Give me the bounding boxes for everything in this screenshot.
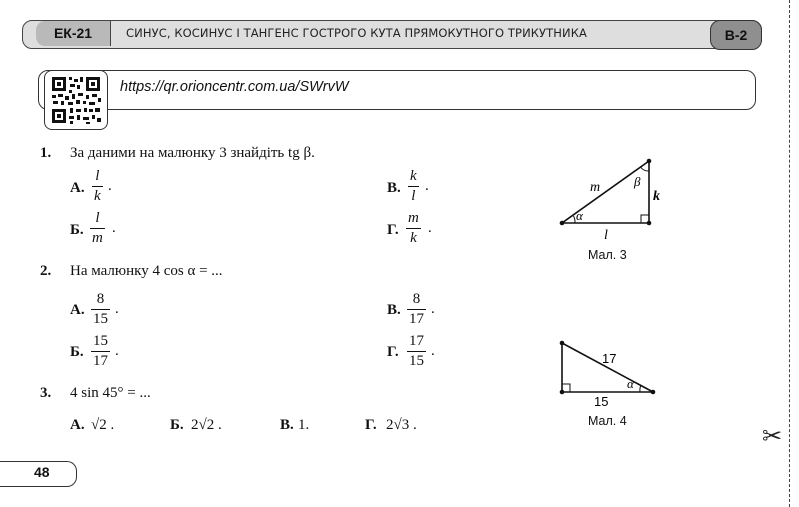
fraction-numerator: k: [410, 168, 417, 184]
question-3-text: 4 sin 45° = ...: [70, 385, 151, 401]
fraction-bar: [407, 351, 426, 352]
fig3-angle-alpha: α: [576, 208, 583, 223]
variant-badge: В-2: [710, 20, 762, 50]
question-1-number: 1.: [40, 145, 52, 161]
fraction-bar: [91, 351, 110, 352]
fraction-denominator: l: [411, 188, 416, 204]
question-1-text: За даними на малюнку 3 знайдіть tg β.: [70, 145, 315, 161]
fraction-bar: [407, 309, 426, 310]
q3-option-b-letter[interactable]: Б.: [170, 417, 184, 433]
fraction-numerator: 15: [93, 333, 108, 349]
fraction-numerator: m: [408, 210, 419, 226]
scissors-icon: ✂: [762, 422, 783, 450]
q1-option-g-letter[interactable]: Г.: [387, 222, 399, 238]
fraction-denominator: k: [410, 230, 417, 246]
q2-option-g-fraction[interactable]: [407, 333, 426, 370]
q2-option-b-letter[interactable]: Б.: [70, 344, 84, 360]
fraction-numerator: l: [95, 168, 100, 184]
fraction-numerator: l: [95, 210, 100, 226]
q2-option-v-letter[interactable]: В.: [387, 302, 401, 318]
q3-option-a-letter[interactable]: А.: [70, 417, 85, 433]
section-code: ЕК-21: [36, 21, 111, 46]
q1-option-b-fraction[interactable]: [90, 210, 105, 247]
question-2-text: На малюнку 4 cos α = ...: [70, 263, 223, 279]
fig3-angle-beta: β: [634, 174, 641, 189]
q1-option-v-letter[interactable]: В.: [387, 180, 401, 196]
q2-option-b-fraction[interactable]: [91, 333, 110, 370]
q1-option-v-fraction[interactable]: [408, 168, 419, 205]
fraction-bar: [406, 228, 421, 229]
fig4-hypotenuse-label: 17: [602, 351, 617, 366]
q1-option-b-letter[interactable]: Б.: [70, 222, 84, 238]
qr-url-link[interactable]: https://qr.orioncentr.com.ua/SWrvW: [120, 79, 349, 95]
q3-option-v-letter[interactable]: В.: [280, 417, 294, 433]
q2-option-a-fraction[interactable]: [91, 291, 110, 328]
q3-option-a-value[interactable]: √2 .: [91, 417, 115, 433]
fraction-bar: [91, 309, 110, 310]
page-title: СИНУС, КОСИНУС І ТАНГЕНС ГОСТРОГО КУТА ПРЯМОКУТНОГО ТРИКУТНИКА: [126, 26, 587, 40]
figure-3-triangle: [550, 150, 670, 243]
fig4-base-label: 15: [594, 394, 609, 409]
q2-option-g-letter[interactable]: Г.: [387, 344, 399, 360]
fraction-denominator: m: [92, 230, 103, 246]
figure-4-triangle: [552, 335, 662, 410]
question-2-number: 2.: [40, 263, 52, 279]
fraction-bar: [408, 186, 419, 187]
fraction-numerator: 8: [412, 291, 421, 307]
fraction-numerator: 8: [96, 291, 105, 307]
qr-code-icon[interactable]: [44, 70, 108, 130]
question-3-number: 3.: [40, 385, 52, 401]
fig3-side-l: l: [604, 228, 608, 243]
fraction-denominator: 17: [409, 311, 424, 327]
q1-option-a-letter[interactable]: А.: [70, 180, 85, 196]
page-number: 48: [34, 464, 50, 480]
fraction-denominator: 17: [93, 353, 108, 369]
fig4-angle-alpha: α: [627, 376, 634, 391]
fraction-bar: [92, 186, 103, 187]
fraction-numerator: 17: [409, 333, 424, 349]
fig3-side-m: m: [590, 180, 601, 195]
q3-option-v-value[interactable]: 1.: [298, 417, 310, 433]
q3-option-g-value[interactable]: 2√3 .: [386, 417, 417, 433]
fraction-denominator: 15: [409, 353, 424, 369]
fraction-denominator: k: [94, 188, 101, 204]
fig3-side-k: k: [653, 189, 660, 204]
q3-option-b-value[interactable]: 2√2 .: [191, 417, 222, 433]
fraction-bar: [90, 228, 105, 229]
q2-option-v-fraction[interactable]: [407, 291, 426, 328]
q1-option-a-fraction[interactable]: [92, 168, 103, 205]
q1-option-g-fraction[interactable]: [406, 210, 421, 247]
q3-option-g-letter[interactable]: Г.: [365, 417, 377, 433]
q2-option-a-letter[interactable]: А.: [70, 302, 85, 318]
figure-3-caption: Мал. 3: [588, 248, 627, 262]
figure-4-caption: Мал. 4: [588, 414, 627, 428]
fraction-denominator: 15: [93, 311, 108, 327]
cut-line: [789, 0, 790, 507]
